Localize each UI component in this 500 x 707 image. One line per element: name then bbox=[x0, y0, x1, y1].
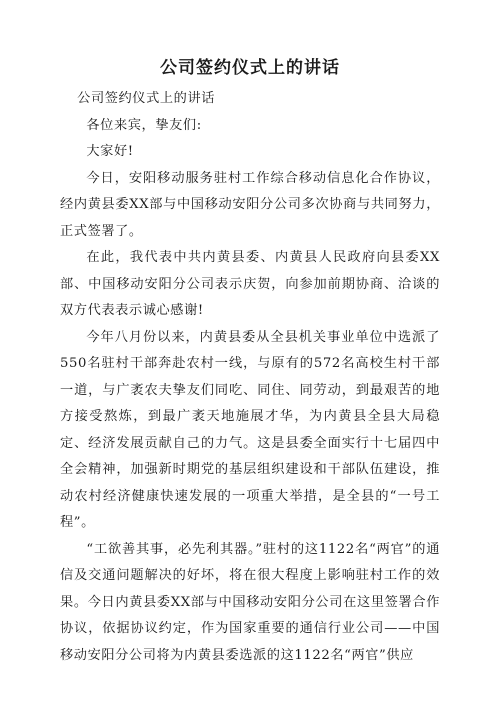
body-paragraph: 在此，我代表中共内黄县委、内黄县人民政府向县委XX部、中国移动安阳分公司表示庆贺，向参加前期协商、洽谈的双方代表表示诚心感谢! bbox=[60, 250, 440, 318]
greeting-paragraph: 大家好! bbox=[86, 144, 134, 159]
body-paragraph: “工欲善其事，必先利其器。”驻村的这1122名“两官”的通信及交通问题解决的好坏，将在很大程度上影响驻村工作的效果。今日内黄县委XX部与中国移动安阳分公司在这里签署合作协议，依据协议约定，作为国家重要的通信行业公司——中国移动安阳分公司将为内黄县委选派的这1122名“两官”供应 bbox=[60, 541, 440, 663]
subtitle-paragraph: 公司签约仪式上的讲话 bbox=[77, 91, 216, 106]
body-paragraph: 今年八月份以来，内黄县委从全县机关事业单位中选派了550名驻村干部奔赴农村一线，与原有的572名高校生村干部一道，与广袤农夫挚友们同吃、同住、同劳动，到最艰苦的地方接受熬炼，到最广袤天地施展才华，为内黄县全县大局稳定、经济发展贡献自己的力气。这是县委全面实行十七届四中全会精神，加强新时期党的基层组织建设和干部队伍建设，推动农村经济健康快速发展的一项重大举措，是全县的“一号工程”。 bbox=[60, 329, 440, 530]
document-title: 公司签约仪式上的讲话 bbox=[160, 58, 340, 78]
salutation-paragraph: 各位来宾，挚友们: bbox=[86, 117, 202, 133]
body-paragraph: 今日，安阳移动服务驻村工作综合移动信息化合作协议，经内黄县委XX部与中国移动安阳分公司多次协商与共同努力，正式签署了。 bbox=[60, 170, 440, 239]
